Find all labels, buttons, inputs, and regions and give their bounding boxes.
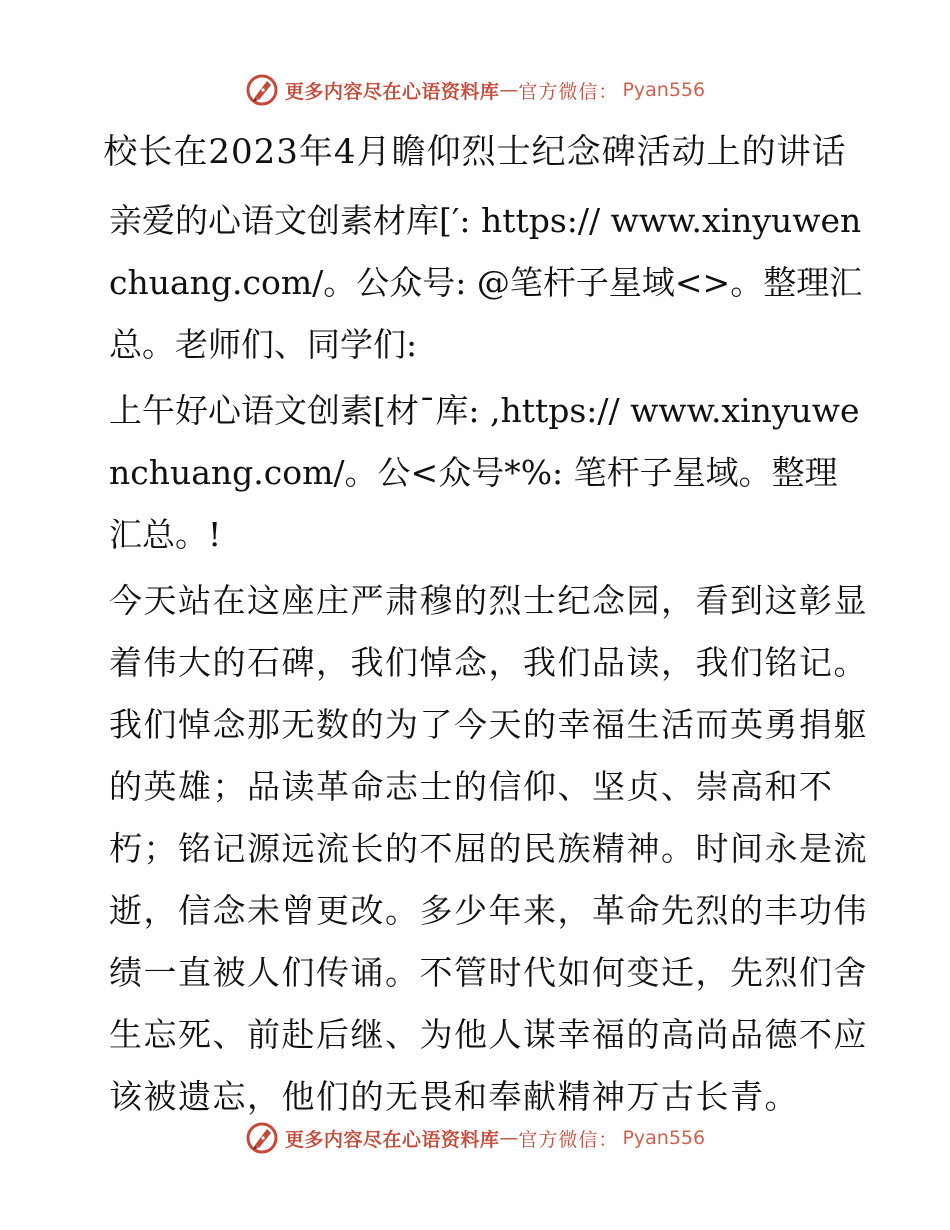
watermark-wechat-label: 官方微信： xyxy=(518,80,619,103)
pen-logo-icon xyxy=(245,1121,279,1155)
watermark-wechat-id: Pyan556 xyxy=(622,1127,706,1149)
footer-watermark xyxy=(0,1118,950,1158)
watermark-dash: — xyxy=(499,79,519,101)
page-title: 校长在2023年4月瞻仰烈士纪念碑活动上的讲话 xyxy=(103,132,847,172)
paragraph-good-morning: 上午好心语文创素[材¯库: ,https:// www.xinyuwenchuang.com/。公<众号*%: 笔杆子星域。整理汇总。! xyxy=(109,391,860,554)
paragraph-greeting: 亲爱的心语文创素材库[′: https:// www.xinyuwenchuang.com/。公众号: @笔杆子星域<>。整理汇总。老师们、同学们: xyxy=(109,201,863,364)
watermark-wechat-id: Pyan556 xyxy=(622,79,706,101)
paragraph-body: 今天站在这座庄严肃穆的烈士纪念园，看到这彰显着伟大的石碑，我们悼念，我们品读，我们铭记。我们悼念那无数的为了今天的幸福生活而英勇捐躯的英雄；品读革命志士的信仰、坚贞、崇高和不朽；铭记源远流长的不屈的民族精神。时间永是流逝，信念未曾更改。多少年来，革命先烈的丰功伟绩一直被人们传诵。不管时代如何变迁，先烈们舍生忘死、前赴后继、为他人谋幸福的高尚品德不应该被遗忘，他们的无畏和奉献精神万古长青。 xyxy=(109,581,868,1116)
watermark-brand: 更多内容尽在心语资料库 xyxy=(284,80,500,103)
watermark-dash: — xyxy=(499,1127,519,1149)
pen-logo-icon xyxy=(245,73,279,107)
header-watermark xyxy=(0,70,950,110)
watermark-brand: 更多内容尽在心语资料库 xyxy=(284,1128,500,1151)
watermark-wechat-label: 官方微信： xyxy=(518,1128,619,1151)
